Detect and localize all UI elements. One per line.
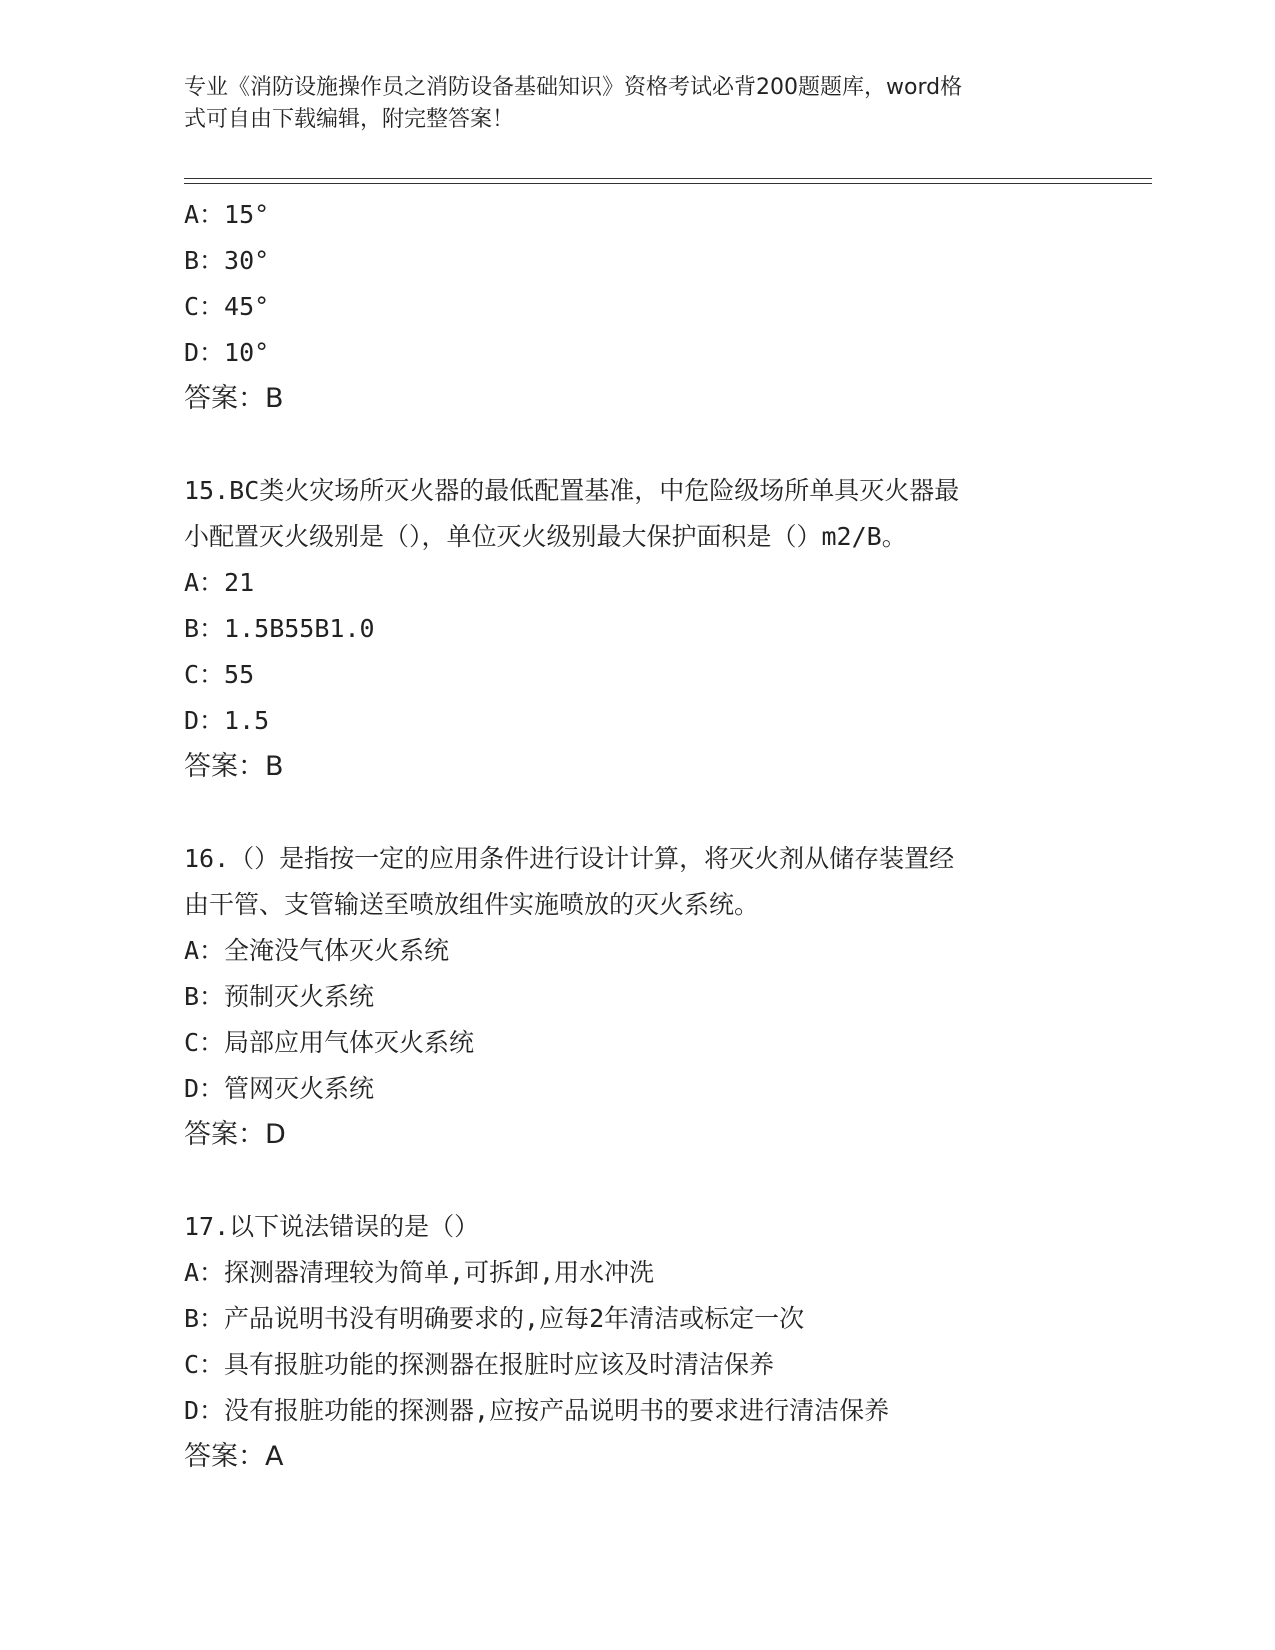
option-d: D：1.5 <box>184 706 270 735</box>
option-a: A：全淹没气体灭火系统 <box>184 936 450 965</box>
question-stem-line-1: 16.（）是指按一定的应用条件进行设计计算，将灭火剂从储存装置经 <box>184 844 955 873</box>
option-d: D：没有报脏功能的探测器,应按产品说明书的要求进行清洁保养 <box>184 1396 890 1425</box>
question-stem-line-2: 小配置灭火级别是（），单位灭火级别最大保护面积是（）m2/B。 <box>184 522 907 551</box>
option-c: C：具有报脏功能的探测器在报脏时应该及时清洁保养 <box>184 1350 775 1379</box>
question-list <box>184 192 1084 1480</box>
header-rule-top <box>184 178 1152 179</box>
option-c: C：55 <box>184 660 255 689</box>
spacer <box>184 1158 1084 1204</box>
question-17 <box>184 1204 1084 1480</box>
option-b: B：1.5B55B1.0 <box>184 614 375 643</box>
option-d: D：管网灭火系统 <box>184 1074 375 1103</box>
question-stem-line-1: 15.BC类火灾场所灭火器的最低配置基准，中危险级场所单具灭火器最 <box>184 476 960 505</box>
answer-line: 答案：D <box>184 1119 286 1150</box>
option-a: A：15° <box>184 200 270 229</box>
question-stem-line-1: 17.以下说法错误的是（） <box>184 1212 480 1241</box>
spacer <box>184 790 1084 836</box>
header-rule-bottom <box>184 183 1152 184</box>
option-a: A：探测器清理较为简单,可拆卸,用水冲洗 <box>184 1258 655 1287</box>
answer-line: 答案：A <box>184 1441 284 1472</box>
question-14 <box>184 192 1084 422</box>
question-16 <box>184 836 1084 1158</box>
option-b: B：30° <box>184 246 270 275</box>
option-d: D：10° <box>184 338 270 367</box>
option-b: B：预制灭火系统 <box>184 982 375 1011</box>
question-stem-line-2: 由干管、支管输送至喷放组件实施喷放的灭火系统。 <box>184 890 760 919</box>
page-header <box>184 72 1064 136</box>
header-title-line-1: 专业《消防设施操作员之消防设备基础知识》资格考试必背200题题库，word格 <box>184 75 963 100</box>
spacer <box>184 422 1084 468</box>
header-title-line-2: 式可自由下载编辑，附完整答案！ <box>184 107 515 132</box>
answer-line: 答案：B <box>184 751 284 782</box>
option-c: C：局部应用气体灭火系统 <box>184 1028 475 1057</box>
option-a: A：21 <box>184 568 255 597</box>
option-c: C：45° <box>184 292 270 321</box>
answer-line: 答案：B <box>184 383 284 414</box>
question-15 <box>184 468 1084 790</box>
option-b: B：产品说明书没有明确要求的,应每2年清洁或标定一次 <box>184 1304 805 1333</box>
